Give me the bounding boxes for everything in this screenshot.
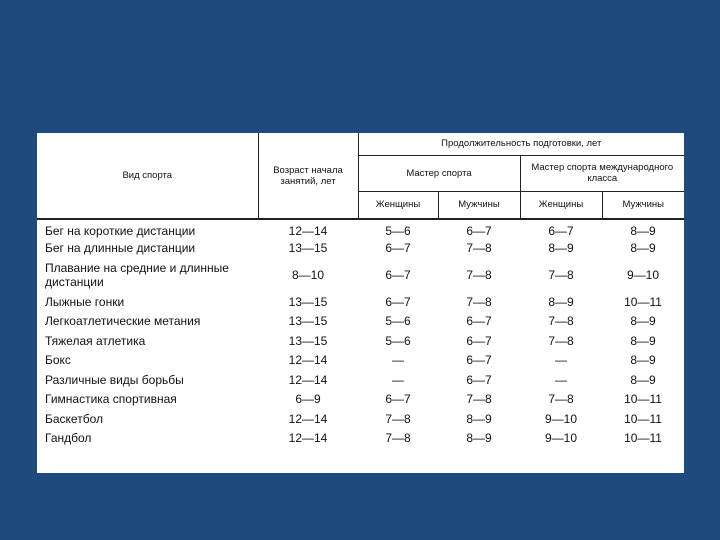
cell-master-intl-men: 10—11 xyxy=(624,431,662,446)
cell-sport: Бокс xyxy=(45,353,71,368)
cell-age: 13—15 xyxy=(288,314,328,329)
cell-master-men: 7—8 xyxy=(466,241,492,256)
table-row xyxy=(37,312,684,332)
cell-age: 12—14 xyxy=(288,431,328,446)
cell-master-intl-men: 8—9 xyxy=(630,353,656,368)
header-master-intl-women: Женщины xyxy=(520,191,602,219)
header-master-women: Женщины xyxy=(358,191,438,219)
cell-age: 13—15 xyxy=(288,294,328,309)
cell-master-men: 7—8 xyxy=(466,268,492,282)
cell-master-women: 6—7 xyxy=(385,241,411,256)
cell-master-intl-men: 10—11 xyxy=(624,411,662,426)
table-panel xyxy=(37,133,684,473)
table-row xyxy=(37,409,684,429)
table-row xyxy=(37,292,684,312)
cell-master-intl-women: — xyxy=(555,372,567,387)
cell-master-intl-men: 8—9 xyxy=(630,241,656,256)
cell-sport: Бег на длинные дистанции xyxy=(45,241,196,256)
cell-sport: Гандбол xyxy=(45,431,92,446)
cell-master-intl-women: — xyxy=(555,353,567,368)
header-duration: Продолжительность подготовки, лет xyxy=(358,133,684,155)
cell-sport: Гимнастика спортивная xyxy=(45,392,177,407)
cell-master-intl-women: 9—10 xyxy=(544,411,578,426)
cell-master-women: 5—6 xyxy=(385,333,411,348)
cell-master-men: 8—9 xyxy=(466,411,492,426)
cell-age: 6—9 xyxy=(295,392,321,407)
cell-master-intl-women: 7—8 xyxy=(548,268,574,282)
table-row xyxy=(37,219,684,239)
header-master-men: Мужчины xyxy=(438,191,520,219)
cell-master-intl-women: 7—8 xyxy=(548,333,574,348)
cell-master-women: 6—7 xyxy=(385,392,411,407)
cell-sport: Баскетбол xyxy=(45,411,103,426)
cell-sport: Различные виды борьбы xyxy=(45,372,184,387)
cell-age: 12—14 xyxy=(288,224,328,239)
table-row xyxy=(37,258,684,292)
cell-master-intl-women: 8—9 xyxy=(548,241,574,256)
cell-master-men: 7—8 xyxy=(466,294,492,309)
cell-master-women: 5—6 xyxy=(385,314,411,329)
cell-master-men: 6—7 xyxy=(466,372,492,387)
cell-age: 12—14 xyxy=(288,411,328,426)
cell-master-intl-men: 8—9 xyxy=(630,333,656,348)
cell-age: 12—14 xyxy=(288,372,328,387)
header-master-intl-men: Мужчины xyxy=(602,191,684,219)
cell-age: 12—14 xyxy=(288,353,328,368)
cell-master-intl-women: 8—9 xyxy=(548,294,574,309)
cell-master-intl-women: 6—7 xyxy=(548,224,574,239)
cell-master-intl-men: 10—11 xyxy=(624,294,662,309)
cell-sport: Лыжные гонки xyxy=(45,294,125,309)
cell-master-men: 6—7 xyxy=(466,224,492,239)
cell-age: 8—10 xyxy=(291,268,325,282)
cell-age: 13—15 xyxy=(288,333,328,348)
cell-master-women: 6—7 xyxy=(385,268,411,282)
cell-sport: Легкоатлетические метания xyxy=(45,314,201,329)
cell-master-women: — xyxy=(392,353,404,368)
cell-sport: Бег на короткие дистанции xyxy=(45,224,196,239)
table-row xyxy=(37,239,684,259)
cell-master-men: 8—9 xyxy=(466,431,492,446)
sports-table xyxy=(37,133,684,448)
header-start-age: Возраст начала занятий, лет xyxy=(258,133,358,219)
cell-master-intl-women: 7—8 xyxy=(548,314,574,329)
header-master: Мастер спорта xyxy=(358,155,520,191)
cell-sport: Тяжелая атлетика xyxy=(45,333,146,348)
cell-master-men: 6—7 xyxy=(466,333,492,348)
cell-master-intl-women: 7—8 xyxy=(548,392,574,407)
table-row xyxy=(37,429,684,449)
cell-master-intl-men: 9—10 xyxy=(627,268,660,282)
cell-master-intl-men: 8—9 xyxy=(630,314,656,329)
table-row xyxy=(37,351,684,371)
cell-master-women: — xyxy=(392,372,404,387)
cell-master-women: 5—6 xyxy=(385,224,411,239)
cell-master-intl-men: 10—11 xyxy=(624,392,662,407)
table-row xyxy=(37,331,684,351)
cell-age: 13—15 xyxy=(288,241,328,256)
cell-master-intl-women: 9—10 xyxy=(544,431,578,446)
table-row xyxy=(37,370,684,390)
cell-master-women: 7—8 xyxy=(385,431,411,446)
cell-master-men: 6—7 xyxy=(466,314,492,329)
cell-master-men: 6—7 xyxy=(466,353,492,368)
cell-master-women: 6—7 xyxy=(385,294,411,309)
header-master-intl: Мастер спорта международного класса xyxy=(520,155,684,191)
cell-master-intl-men: 8—9 xyxy=(630,224,656,239)
cell-sport: Плавание на средние и длинные дистанции xyxy=(45,261,229,289)
header-sport: Вид спорта xyxy=(37,133,258,219)
cell-master-men: 7—8 xyxy=(466,392,492,407)
cell-master-women: 7—8 xyxy=(385,411,411,426)
cell-master-intl-men: 8—9 xyxy=(630,372,656,387)
table-row xyxy=(37,390,684,410)
